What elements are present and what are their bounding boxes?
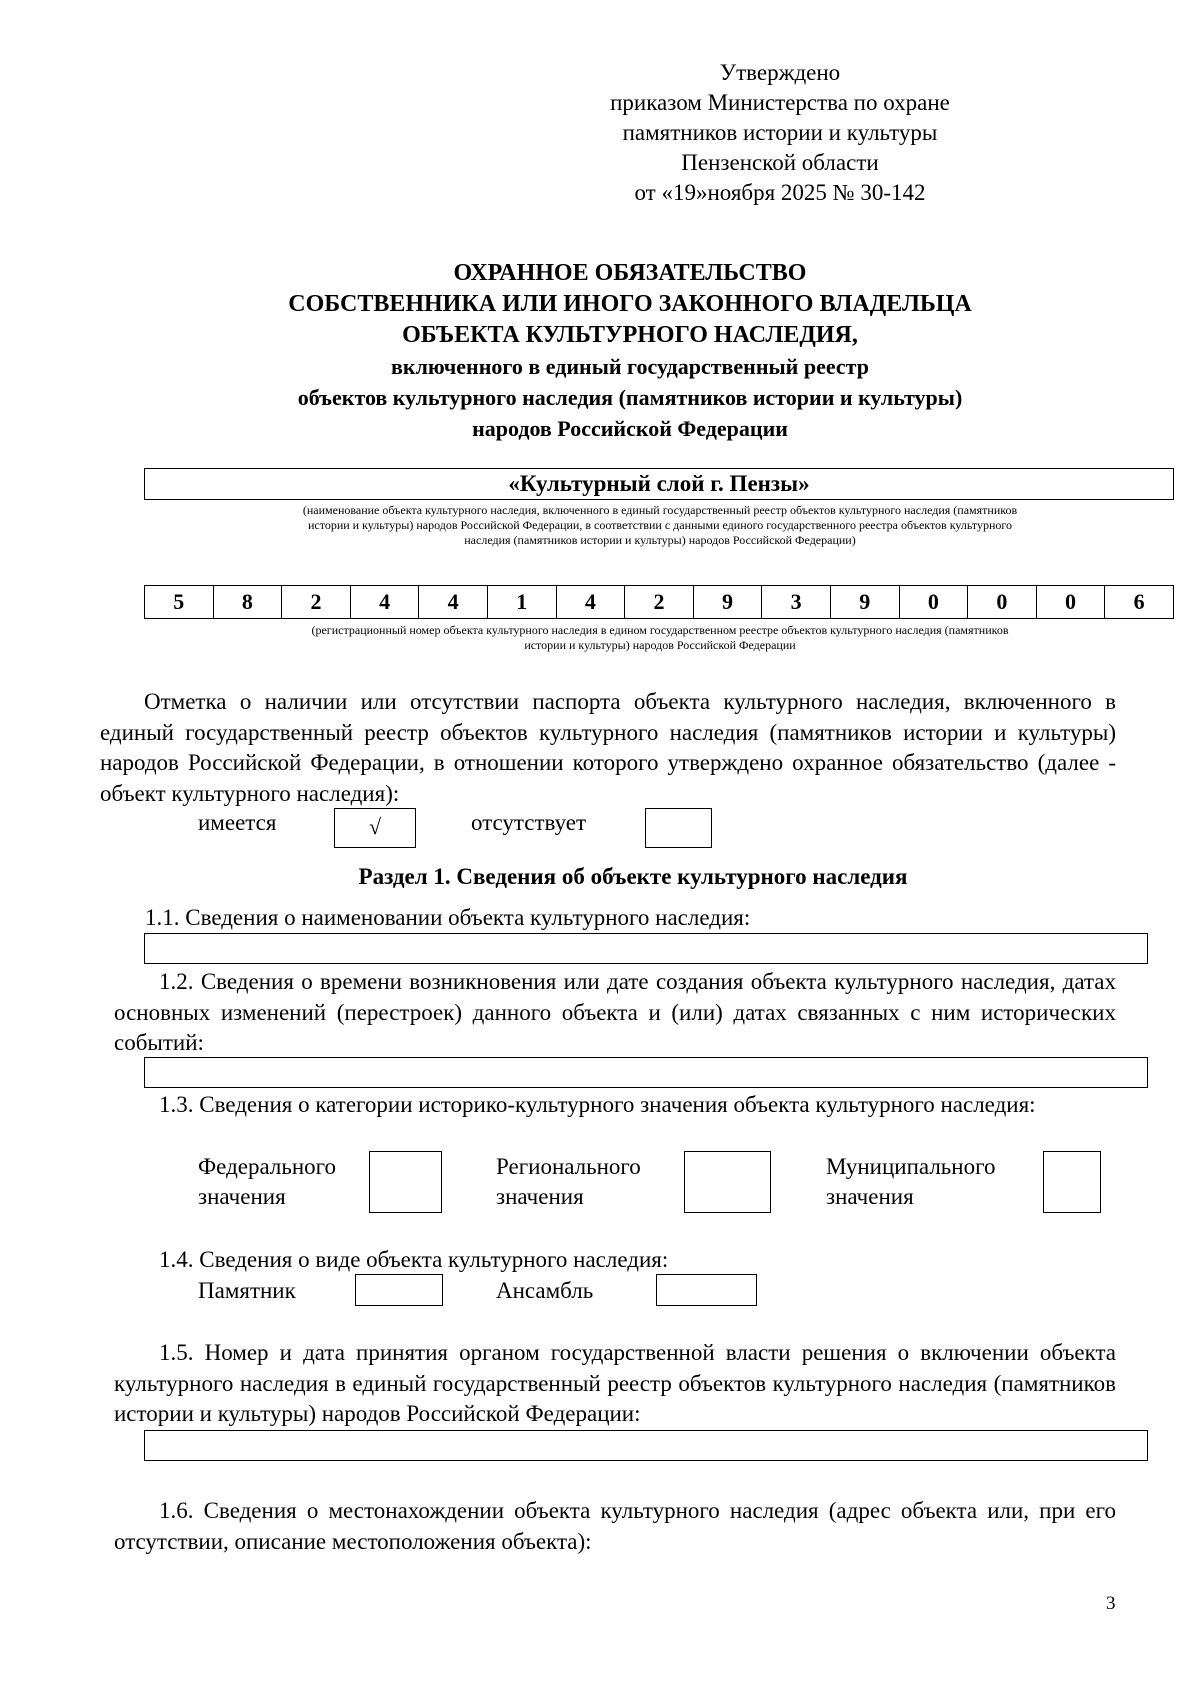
kind-ensemble-checkbox[interactable] [656, 1274, 757, 1306]
category-regional-label [496, 1152, 641, 1212]
reg-digit-cell[interactable]: 0 [968, 586, 1037, 619]
kind-ensemble-label: Ансамбль [496, 1278, 594, 1303]
reg-digit-cell[interactable]: 4 [419, 586, 488, 619]
approval-line: памятников истории и культуры [622, 120, 938, 145]
reg-digit-cell[interactable]: 9 [693, 586, 762, 619]
registration-number-note [135, 623, 1185, 653]
reg-digit-cell[interactable]: 3 [762, 586, 831, 619]
registry-decision-input[interactable] [144, 1430, 1148, 1461]
registration-number-row [145, 586, 1174, 619]
reg-digit-cell[interactable]: 5 [145, 586, 214, 619]
category-label-line: Федерального [198, 1154, 337, 1179]
title-line: ОХРАННОЕ ОБЯЗАТЕЛЬСТВО [453, 260, 807, 286]
category-regional-checkbox[interactable] [684, 1151, 771, 1213]
title-line: включенного в единый государственный реестр [391, 354, 869, 379]
category-label-line: значения [496, 1184, 584, 1209]
category-label-line: значения [826, 1184, 914, 1209]
registration-number-table [144, 585, 1174, 619]
category-federal-checkbox[interactable] [369, 1151, 442, 1213]
kind-monument-checkbox[interactable] [355, 1274, 443, 1306]
note-line: истории и культуры) народов Российской Федерации [524, 638, 796, 652]
document-title [90, 258, 1170, 444]
object-name-field[interactable]: «Культурный слой г. Пензы» [144, 468, 1174, 500]
section-1-4-label: 1.4. Сведения о виде объекта культурного наследия: [159, 1247, 669, 1272]
section-1-6-label: 1.6. Сведения о местонахождении объекта культурного наследия (адрес объекта или, при его отсутствии, описание местоположения объекта): [114, 1498, 1116, 1554]
category-municipal-label [826, 1152, 995, 1212]
reg-digit-cell[interactable]: 6 [1105, 586, 1174, 619]
category-municipal-checkbox[interactable] [1043, 1151, 1101, 1213]
section-1-1-label: 1.1. Сведения о наименовании объекта культурного наследия: [145, 905, 751, 930]
passport-paragraph: Отметка о наличии или отсутствии паспорта объекта культурного наследия, включенного в единый государственный реестр объектов культурного наследия (памятников истории и культуры) народов Российской Федерации, в отношении которого утверждено охранное обязательство (далее - объект культурного наследия): [100, 689, 1116, 806]
passport-absent-checkbox[interactable] [645, 808, 712, 848]
reg-digit-cell[interactable]: 9 [830, 586, 899, 619]
reg-digit-cell[interactable]: 2 [282, 586, 351, 619]
page-number: 3 [1106, 1593, 1116, 1614]
passport-has-label: имеется [198, 810, 277, 835]
section-1-3-label: 1.3. Сведения о категории историко-культурного значения объекта культурного наследия: [159, 1092, 1036, 1117]
category-label-line: Регионального [496, 1154, 641, 1179]
kind-monument-label: Памятник [198, 1278, 296, 1303]
approval-date-line: от «19»ноября 2025 № 30-142 [634, 180, 926, 205]
approval-line: приказом Министерства по охране [610, 90, 950, 115]
category-label-line: Муниципального [826, 1154, 996, 1179]
approval-block [560, 58, 1000, 208]
creation-date-input[interactable] [144, 1057, 1148, 1088]
reg-digit-cell[interactable]: 2 [625, 586, 694, 619]
passport-absent-label: отсутствует [471, 810, 587, 835]
title-line: объектов культурного наследия (памятников истории и культуры) [297, 385, 963, 410]
reg-digit-cell[interactable]: 0 [899, 586, 968, 619]
object-name-input[interactable] [144, 933, 1148, 964]
category-federal-label [198, 1152, 336, 1212]
object-name-note [135, 503, 1185, 548]
section-1-5-label: 1.5. Номер и дата принятия органом государственной власти решения о включении объекта культурного наследия в единый государственный реестр объектов культурного наследия (памятников истории и культуры) народов Российской Федерации: [114, 1340, 1116, 1426]
reg-digit-cell[interactable]: 1 [487, 586, 556, 619]
note-line: (регистрационный номер объекта культурного наследия в едином государственном реестре объектов культурного наследия (памятников [311, 623, 1009, 637]
approval-line: Утверждено [719, 60, 841, 85]
passport-has-checkbox[interactable]: √ [334, 808, 416, 848]
note-line: (наименование объекта культурного наследия, включенного в единый государственный реестр объектов культурного наследия (памятников [302, 503, 1018, 517]
section-1-heading: Раздел 1. Сведения об объекте культурного наследия [358, 864, 908, 889]
section-1-2-label: 1.2. Сведения о времени возникновения или дате создания объекта культурного наследия, датах основных изменений (перестроек) данного объекта и (или) датах связанных с ним исторических событий: [114, 969, 1116, 1055]
reg-digit-cell[interactable]: 0 [1036, 586, 1105, 619]
title-line: СОБСТВЕННИКА ИЛИ ИНОГО ЗАКОННОГО ВЛАДЕЛЬЦА [288, 291, 972, 317]
reg-digit-cell[interactable]: 8 [213, 586, 282, 619]
note-line: истории и культуры) народов Российской Федерации, в соответствии с данными единого государственного реестра объектов культурного [307, 518, 1012, 532]
title-line: ОБЪЕКТА КУЛЬТУРНОГО НАСЛЕДИЯ, [402, 322, 858, 348]
note-line: наследия (памятников истории и культуры) народов Российской Федерации) [464, 533, 856, 547]
reg-digit-cell[interactable]: 4 [556, 586, 625, 619]
title-line: народов Российской Федерации [472, 416, 788, 441]
reg-digit-cell[interactable]: 4 [350, 586, 419, 619]
approval-line: Пензенской области [681, 150, 879, 175]
category-label-line: значения [198, 1184, 286, 1209]
